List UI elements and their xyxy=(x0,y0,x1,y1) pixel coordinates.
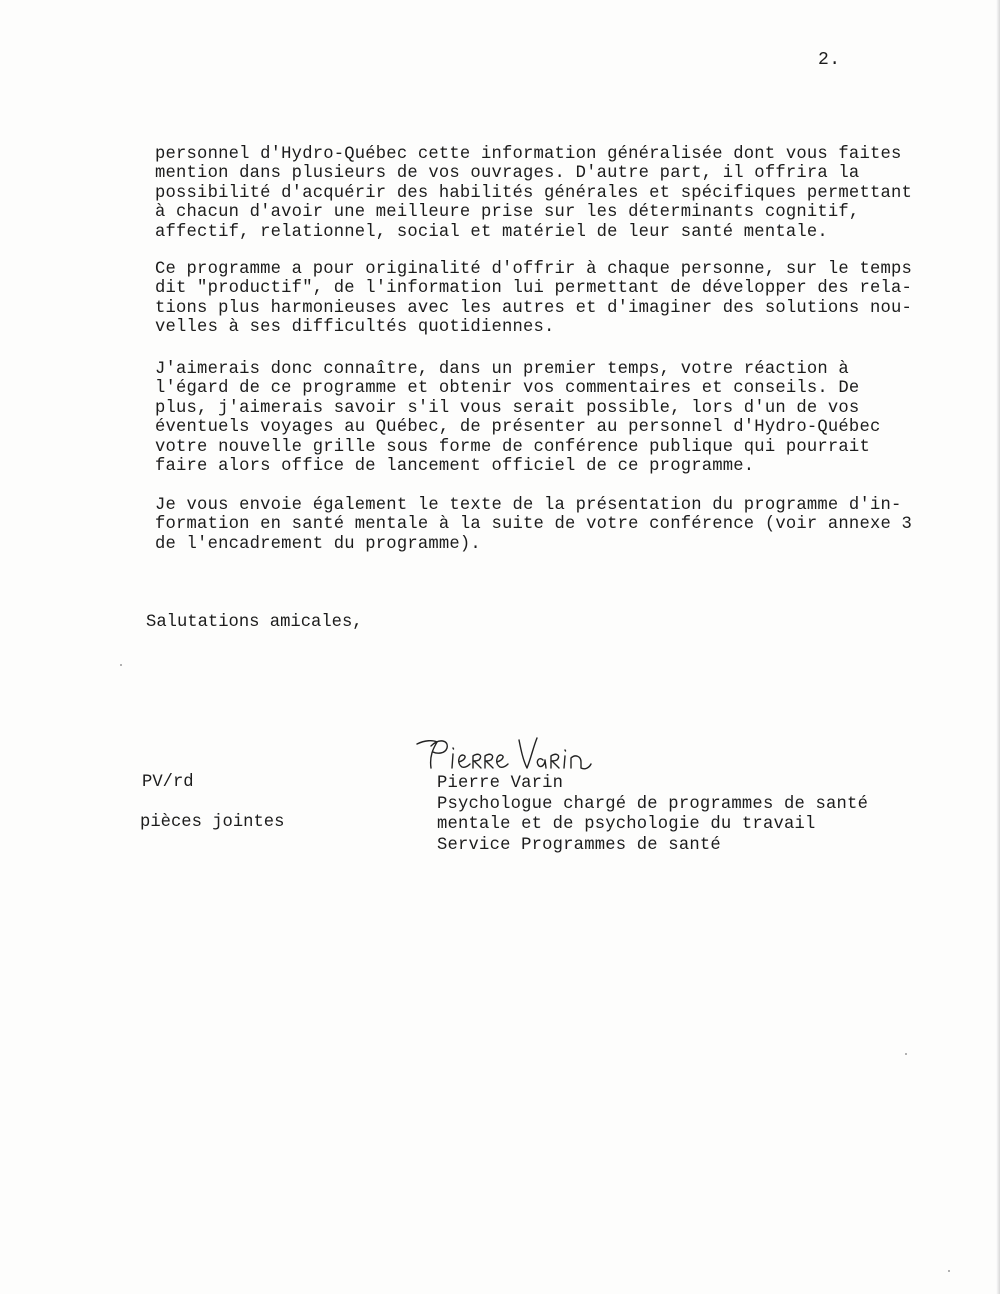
paragraph-line: Ce programme a pour originalité d'offrir à chaque personne, sur le temps xyxy=(155,260,913,279)
paragraph-line: à chacun d'avoir une meilleure prise sur les déterminants cognitif, xyxy=(155,203,860,223)
paragraph-line: tions plus harmonieuses avec les autres et d'imaginer des solutions nou- xyxy=(155,298,913,318)
scan-speck xyxy=(948,1270,950,1272)
paragraph-line: votre nouvelle grille sous forme de conférence publique qui pourrait xyxy=(155,437,870,457)
paragraph-line: velles à ses difficultés quotidiennes. xyxy=(155,318,555,338)
paragraph-line: Je vous envoie également le texte de la présentation du programme d'in- xyxy=(155,496,902,515)
paragraph-line: mention dans plusieurs de vos ouvrages. D'autre part, il offrira la xyxy=(155,164,860,184)
signer-title-line-2: mentale et de psychologie du travail xyxy=(437,815,816,834)
handwritten-signature xyxy=(415,730,605,780)
closing: Salutations amicales, xyxy=(146,613,363,632)
signer-title-line-1: Psychologue chargé de programmes de santé xyxy=(437,794,869,814)
signer-block xyxy=(437,774,877,856)
paragraph-line: possibilité d'acquérir des habilités générales et spécifiques permettant xyxy=(155,183,913,203)
paragraph-line: formation en santé mentale à la suite de votre conférence (voir annexe 3 xyxy=(155,515,913,535)
paragraph-line: personnel d'Hydro-Québec cette information généralisée dont vous faites xyxy=(155,145,902,164)
paragraph-line: plus, j'aimerais savoir s'il vous serait possible, lors d'un de vos xyxy=(155,398,860,418)
signer-name: Pierre Varin xyxy=(437,774,564,793)
typist-initials: PV/rd xyxy=(142,773,194,792)
paragraph-line: éventuels voyages au Québec, de présenter au personnel d'Hydro-Québec xyxy=(155,418,881,438)
scan-speck xyxy=(120,664,122,666)
paragraph-line: de l'encadrement du programme). xyxy=(155,534,481,554)
paragraph-line: J'aimerais donc connaître, dans un premier temps, votre réaction à xyxy=(155,360,849,379)
paragraph-4 xyxy=(155,496,913,554)
enclosures-note: pièces jointes xyxy=(140,813,285,832)
paragraph-line: faire alors office de lancement officiel de ce programme. xyxy=(155,457,755,477)
paragraph-1 xyxy=(155,145,913,242)
scan-speck xyxy=(905,1053,907,1055)
paragraph-line: affectif, relationnel, social et matériel de leur santé mentale. xyxy=(155,222,828,242)
signer-department: Service Programmes de santé xyxy=(437,835,721,855)
paragraph-line: l'égard de ce programme et obtenir vos commentaires et conseils. De xyxy=(155,379,860,399)
page-number: 2. xyxy=(818,50,841,70)
scan-edge-shadow xyxy=(996,0,1000,1294)
paragraph-3 xyxy=(155,360,881,477)
paragraph-2 xyxy=(155,260,913,338)
paragraph-line: dit "productif", de l'information lui permettant de développer des rela- xyxy=(155,279,913,299)
